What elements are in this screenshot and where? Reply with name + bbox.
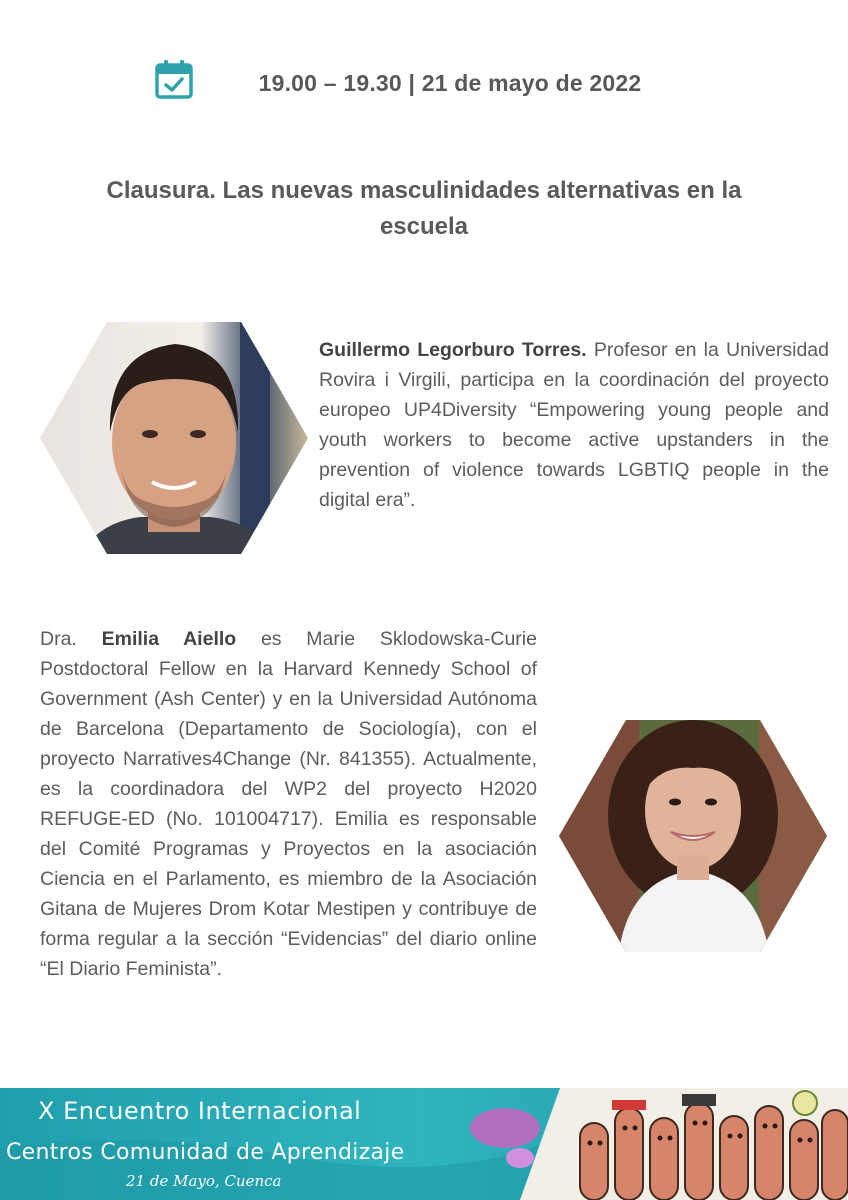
speaker-2-bio [40, 624, 537, 984]
speaker-1-bio-text: Profesor en la Universidad Rovira i Virgili, participa en la coordinación del proyecto europeo UP4Diversity “Empowering young people and youth workers to become active upstanders in the prevention of violence towards LGBTIQ people in the digital era”. [319, 339, 829, 511]
session-datetime: 19.00 – 19.30 | 21 de mayo de 2022 [258, 70, 642, 96]
banner-title: X Encuentro Internacional [38, 1097, 362, 1125]
speaker-1-name: Guillermo Legorburo Torres. [319, 339, 587, 361]
banner-subtitle: Centros Comunidad de Aprendizaje [6, 1140, 405, 1165]
session-title: Clausura. Las nuevas masculinidades alternativas en la escuela [106, 177, 742, 240]
speaker-2-name: Emilia Aiello [101, 628, 237, 650]
speaker-2-prefix: Dra. [40, 628, 102, 650]
speaker-2-photo [559, 720, 827, 952]
speaker-2-bio-text: es Marie Sklodowska-Curie Postdoctoral Fellow en la Harvard Kennedy School of Government (Ash Center) y en la Universidad Autónoma de Barcelona (Departamento de Sociología), con el proyecto Narratives4Change (Nr. 841355). Actualmente, es la coordinadora del WP2 del proyecto H2020 REFUGE-ED (No. 101004717). Emilia es responsable del Comité Programas y Proyectos en la asociación Ciencia en el Parlamento, es miembro de la Asociación Gitana de Mujeres Drom Kotar Mestipen y contribuye de forma regular a la sección “Evidencias” del diario online “El Diario Feminista”. [40, 628, 537, 980]
calendar-check-icon [155, 59, 193, 100]
banner-date-location: 21 de Mayo, Cuenca [126, 1172, 282, 1190]
speaker-1-photo [40, 322, 308, 554]
speaker-1-bio [319, 335, 829, 515]
